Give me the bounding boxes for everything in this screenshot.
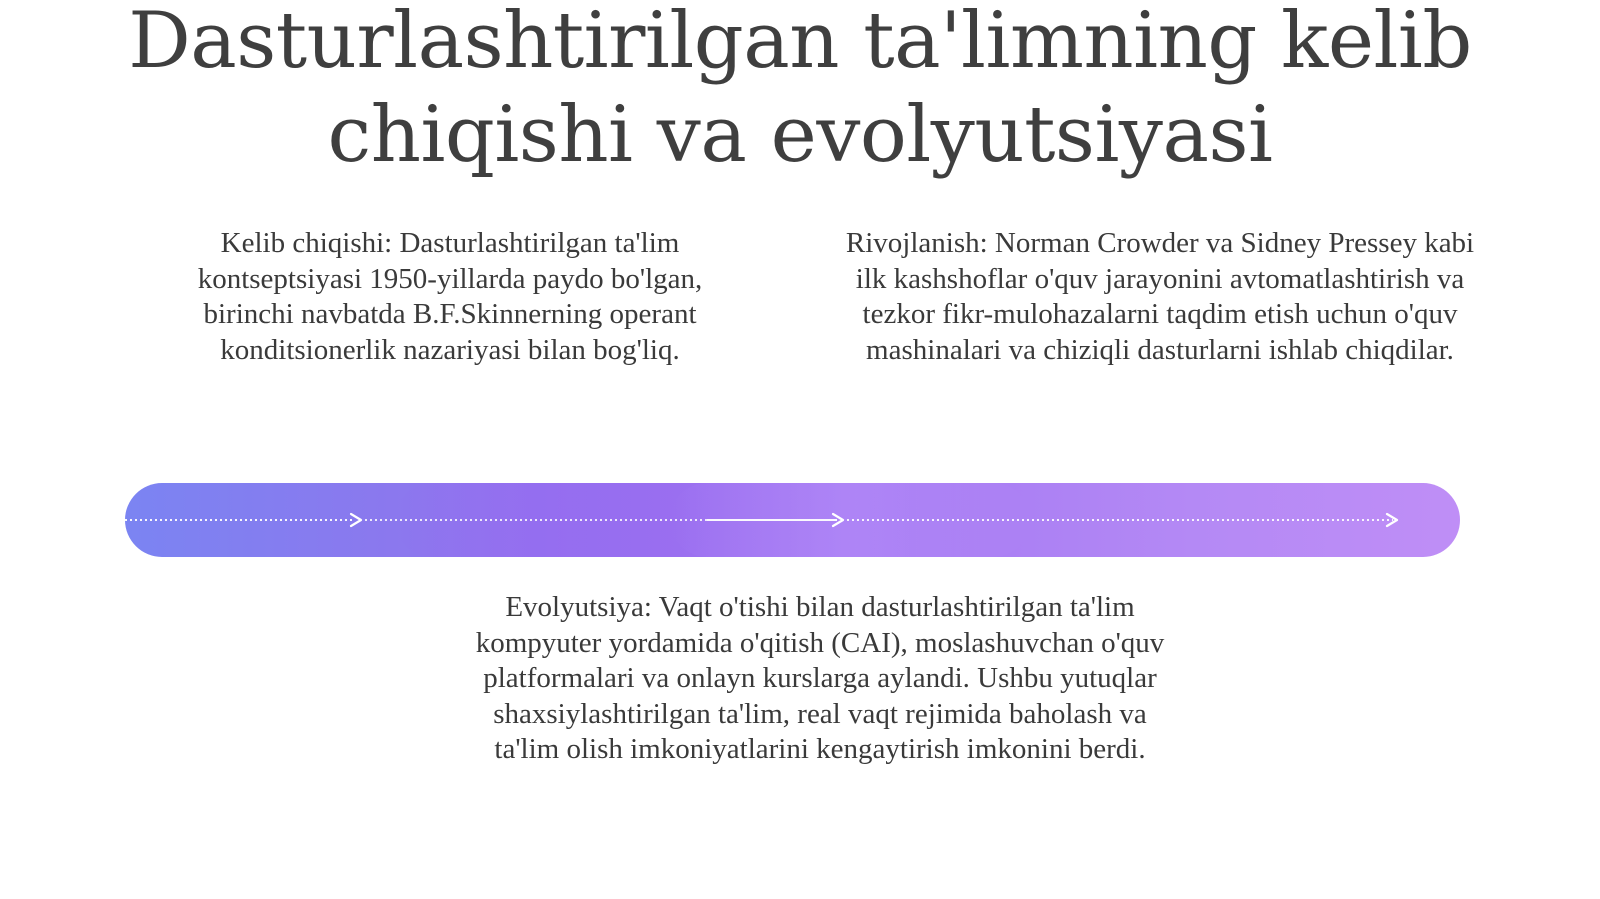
origin-text: Kelib chiqishi: Dasturlashtirilgan ta'lim kontseptsiyasi 1950-yillarda paydo bo'lgan, birinchi navbatda B.F.Skinnerning operant konditsionerlik nazariyasi bilan bog'liq. — [197, 227, 703, 366]
timeline-arrows — [125, 483, 1460, 557]
development-text: Rivojlanish: Norman Crowder va Sidney Pressey kabi ilk kashshoflar o'quv jarayonini avtomatlashtirish va tezkor fikr-mulohazalarni taqdim etish uchun o'quv mashinalari va chiziqli dasturlarni ishlab chiqdilar. — [845, 227, 1475, 366]
timeline-arrow-1 — [351, 514, 361, 526]
timeline-bar — [125, 483, 1460, 557]
evolution-text: Evolyutsiya: Vaqt o'tishi bilan dasturlashtirilgan ta'lim kompyuter yordamida o'qitish (CAI), moslashuvchan o'quv platformalari va onlayn kurslarga aylandi. Ushbu yutuqlar shaxsiylashtirilgan ta'lim, real vaqt rejimida baholash va ta'lim olish imkoniyatlarini kengaytirish imkonini berdi. — [475, 591, 1165, 765]
page-title: Dasturlashtirilgan ta'limning kelib chiqishi va evolyutsiyasi — [128, 0, 1472, 180]
